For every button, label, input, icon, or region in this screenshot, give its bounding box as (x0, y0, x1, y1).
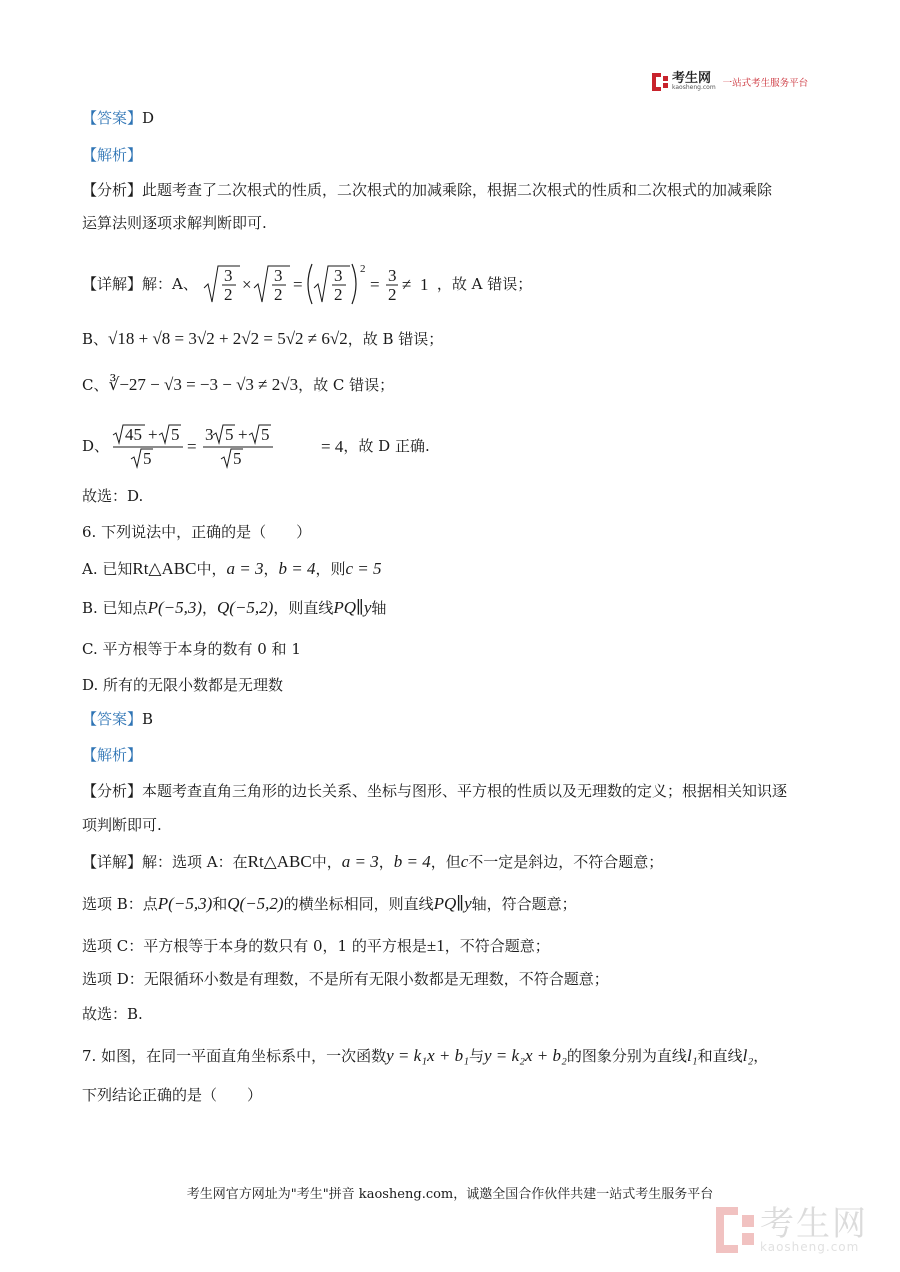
analysis-tag: 【解析】 (82, 746, 143, 764)
a-eq-3: a = 3 (341, 852, 379, 871)
svg-text:5: 5 (233, 449, 242, 468)
answer-value: B (142, 710, 154, 728)
svg-text:+: + (148, 425, 158, 444)
q6-detail-d: 选项 D：无限循环小数是有理数，不是所有无限小数都是无理数，不符合题意； (82, 970, 609, 988)
detail-b-mid2: 的横坐标相同，则直线 (283, 895, 434, 913)
svg-text:3: 3 (273, 266, 283, 285)
fenxi-tag: 【分析】 (82, 181, 143, 199)
point-q: Q(−5,2) (227, 894, 284, 913)
fenxi-text: 此题考查了二次根式的性质，二次根式的加减乘除，根据二次根式的性质和二次根式的加减乘除 (142, 181, 773, 199)
detail-a-post: ，故 A 错误； (436, 274, 533, 293)
svg-text:=: = (187, 437, 197, 456)
rt-abc: Rt△ABC (132, 559, 197, 578)
svg-text:5: 5 (143, 449, 152, 468)
pq-parallel-y: PQ∥y (433, 894, 472, 913)
svg-text:2: 2 (333, 285, 343, 304)
detail-a-pre: 解：A、 (142, 274, 198, 293)
fenxi-text: 本题考查直角三角形的边长关系、坐标与图形、平方根的性质以及无理数的定义；根据相关知识逐 (142, 782, 788, 800)
detail-c-pre: 选项 C：平方根等于本身的数只有 0，1 的平方根是 (82, 937, 427, 955)
c-post: ，故 C 错误； (298, 376, 395, 394)
d-eq: = 4 (321, 436, 344, 456)
formula-d (111, 423, 319, 469)
q6-detail-b (82, 895, 577, 912)
q5-detail-b (82, 330, 443, 347)
b-eq-4: b = 4 (278, 559, 316, 578)
c-eq-5: c = 5 (345, 559, 382, 578)
detail-b-mid1: 和 (212, 895, 228, 913)
q7-stem-mid3: 和直线 (697, 1047, 743, 1065)
rt-abc: Rt△ABC (247, 852, 312, 871)
q6-choose: 故选：B. (82, 1005, 143, 1023)
q5-answer-line (82, 111, 154, 126)
q7-stem-mid2: 的图象分别为直线 (566, 1047, 687, 1065)
watermark (716, 1204, 868, 1254)
q5-choose: 故选：D. (82, 487, 144, 505)
c-pre: C、 (82, 376, 109, 394)
svg-text:+: + (238, 425, 248, 444)
svg-text:=: = (369, 275, 380, 294)
svg-text:3: 3 (387, 266, 397, 285)
analysis-tag: 【解析】 (82, 146, 143, 164)
q5-detail-c (82, 376, 394, 393)
svg-text:2: 2 (223, 285, 233, 304)
q6-option-a (82, 560, 382, 577)
svg-text:2: 2 (273, 285, 283, 304)
svg-text:1: 1 (419, 275, 429, 294)
answer-tag: 【答案】 (82, 109, 143, 127)
formula-c: ∛−27 − √3 = −3 − √3 ≠ 2√3 (108, 375, 299, 394)
detail-a-mid3: ，但 (430, 853, 461, 871)
answer-value: D (142, 109, 155, 127)
q6-answer-line (82, 712, 153, 727)
pq-parallel-y: PQ∥y (333, 598, 372, 617)
logo-en: kaosheng.com (672, 84, 716, 91)
detail-b-post: 轴，符合题意； (471, 895, 577, 913)
watermark-en: kaosheng.com (760, 1240, 860, 1254)
b-post: ，故 B 错误； (347, 330, 444, 348)
opt-b-pre: B. 已知点 (82, 599, 148, 617)
formula-a (200, 262, 435, 306)
d-pre: D、 (82, 436, 110, 455)
watermark-cn: 考生网 (760, 1204, 868, 1244)
opt-a-pre: A. 已知 (82, 560, 133, 578)
q7-stem-line-1 (82, 1047, 768, 1064)
detail-tag: 【详解】 (82, 274, 143, 293)
line-l1: l₁ (686, 1046, 698, 1065)
opt-b-mid1: ， (202, 599, 218, 617)
q6-fenxi-line-1 (82, 784, 787, 799)
d-post: ，故 D 正确. (343, 436, 430, 455)
q5-fenxi-line-2: 运算法则逐项求解判断即可. (82, 214, 267, 232)
svg-text:5: 5 (225, 425, 234, 444)
q5-detail-a (82, 262, 532, 306)
opt-a-mid1: 中， (196, 560, 227, 578)
line-l2: l₂ (742, 1046, 754, 1065)
q7-stem-post: ， (753, 1047, 769, 1065)
q6-option-b (82, 599, 386, 616)
q6-option-c: C. 平方根等于本身的数有 0 和 1 (82, 640, 301, 658)
b-pre: B、 (82, 330, 109, 348)
detail-a-mid2: ， (378, 853, 394, 871)
point-q: Q(−5,2) (217, 598, 274, 617)
q6-fenxi-line-2: 项判断即可. (82, 816, 162, 834)
q7-stem-line-2: 下列结论正确的是（ ） (82, 1086, 263, 1104)
formula-b: √18 + √8 = 3√2 + 2√2 = 5√2 ≠ 6√2 (108, 329, 348, 348)
b-eq-4: b = 4 (393, 852, 431, 871)
q6-option-d: D. 所有的无限小数都是无理数 (82, 676, 284, 694)
function-1: y = k₁x + b₁ (386, 1046, 469, 1065)
svg-text:3: 3 (333, 266, 343, 285)
q5-fenxi-line-1 (82, 183, 772, 198)
q7-stem-mid1: 与 (469, 1047, 485, 1065)
opt-a-mid3: ，则 (315, 560, 346, 578)
q7-stem-pre: 7. 如图，在同一平面直角坐标系中，一次函数 (82, 1047, 387, 1065)
fenxi-tag: 【分析】 (82, 782, 143, 800)
svg-text:2: 2 (387, 285, 397, 304)
svg-text:≠: ≠ (401, 275, 412, 294)
detail-tag: 【详解】 (82, 853, 143, 871)
svg-text:5: 5 (261, 425, 270, 444)
svg-text:×: × (241, 275, 252, 294)
q5-detail-d (82, 423, 430, 469)
footer-text: 考生网官方网址为"考生"拼音 kaosheng.com，诚邀全国合作伙伴共建一站式考生服务平台 (186, 1187, 714, 1202)
function-2: y = k₂x + b₂ (484, 1046, 567, 1065)
q6-detail-a (82, 853, 663, 870)
detail-a-pre: 解：选项 A：在 (142, 853, 248, 871)
logo-cn: 考生网 (672, 71, 712, 86)
opt-b-post: 轴 (371, 599, 387, 617)
opt-a-mid2: ， (263, 560, 279, 578)
svg-text:5: 5 (171, 425, 180, 444)
q6-detail-c (82, 937, 550, 954)
detail-c-post: ，不符合题意； (444, 937, 550, 955)
header-slogan: 一站式考生服务平台 (722, 77, 809, 89)
svg-text:45: 45 (125, 425, 143, 444)
kaosheng-logo-icon (652, 73, 668, 91)
a-eq-3: a = 3 (226, 559, 264, 578)
plus-minus-1: ±1 (426, 936, 445, 955)
header-logo (652, 72, 808, 91)
answer-tag: 【答案】 (82, 710, 143, 728)
q6-stem: 6. 下列说法中，正确的是（ ） (82, 523, 312, 541)
detail-b-pre: 选项 B：点 (82, 895, 158, 913)
kaosheng-watermark-icon (716, 1207, 754, 1253)
detail-a-post: 不一定是斜边，不符合题意； (468, 853, 664, 871)
svg-text:3: 3 (223, 266, 233, 285)
opt-b-mid2: ，则直线 (273, 599, 334, 617)
svg-text:=: = (292, 275, 303, 294)
point-p: P(−5,3) (157, 894, 213, 913)
var-c: c (460, 852, 469, 871)
detail-a-mid1: 中， (311, 853, 342, 871)
svg-text:3: 3 (205, 425, 214, 444)
svg-text:2: 2 (359, 263, 366, 275)
point-p: P(−5,3) (147, 598, 202, 617)
